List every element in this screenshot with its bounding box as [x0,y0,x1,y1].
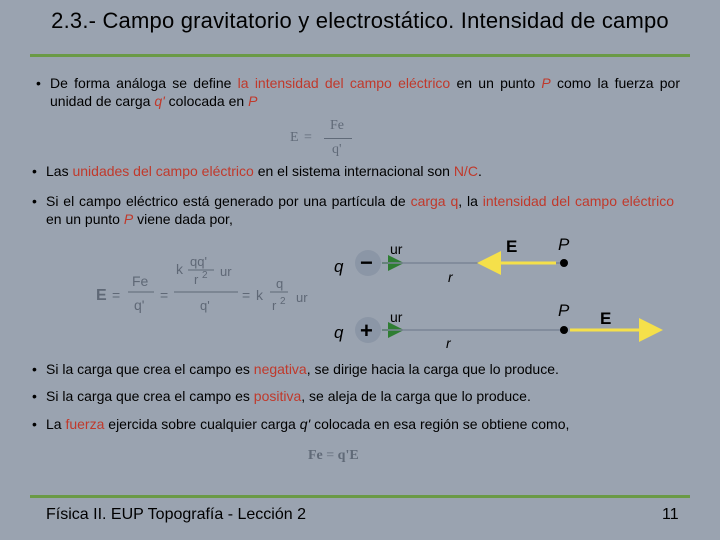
main-ur: ur [220,264,232,279]
field-diagram [320,230,680,360]
main-k1: k [176,261,183,277]
formula-definition [290,118,360,160]
bullet-units: • Las unidades del campo eléctrico en el sistema internacional son N/C. [32,163,482,179]
main-k2: k [256,287,263,303]
negative-charge-row [334,235,570,285]
bullet-dot: • [36,75,41,91]
force-rhs: q'E [337,448,359,463]
neg-point-dot [560,259,568,267]
pos-charge-sign: + [360,318,373,343]
neg-charge-sign: − [360,250,373,275]
formula-field-point-charge [92,250,332,320]
force-equals: = [326,448,338,463]
formula-force [308,448,359,464]
formula-bar [324,138,352,139]
main-exp2: 2 [280,296,286,307]
neg-charge-label: q [334,257,344,276]
bullet-negative: • Si la carga que crea el campo es negativa, se dirige hacia la carga que lo produce. [32,361,559,377]
formula-den: q' [332,142,342,157]
formula-num: Fe [330,118,344,133]
main-exp: 2 [202,270,208,281]
main-equals-2: = [160,287,169,303]
main-frac1-num: Fe [132,273,149,289]
main-lhs: E [96,287,107,304]
bullet-force: • La fuerza ejercida sobre cualquier carga q' colocada en esa región se obtiene como, [32,416,570,432]
neg-unit-vector-label: ur [390,241,403,257]
bullet-dot: • [32,388,37,404]
pos-charge-label: q [334,323,344,342]
page-number: 11 [662,506,679,523]
main-qq: qq' [190,254,207,269]
main-r2a: r [194,272,199,287]
formula-equals: = [304,130,312,145]
main-frac1-den: q' [134,297,145,313]
pos-unit-vector-label: ur [390,309,403,325]
main-equals-3: = [242,287,251,303]
pos-point-label: P [558,301,570,320]
bullet-definition: • De forma análoga se define la intensidad del campo eléctrico en un punto P como la fuerza por unidad de carga q' colocada en P [36,75,680,109]
neg-distance-label: r [448,269,453,285]
neg-field-label: E [506,237,518,256]
pos-distance-label: r [446,335,451,351]
main-r2b: r [272,298,277,313]
bullet-dot: • [32,416,37,432]
bullet-positive: • Si la carga que crea el campo es positiva, se aleja de la carga que lo produce. [32,388,531,404]
footer-text: Física II. EUP Topografía - Lección 2 [46,506,306,523]
positive-charge-row [334,301,660,351]
pos-point-dot [560,326,568,334]
pos-field-label: E [600,309,612,328]
main-equals-1: = [112,287,121,303]
bullet-dot: • [32,193,37,209]
neg-point-label: P [558,235,570,254]
main-ur2: ur [296,290,308,305]
force-lhs: Fe [308,448,323,463]
bullet-point-charge: • Si el campo eléctrico está generado por una partícula de carga q, la intensidad del campo eléctrico en un punto P viene dada por, [32,193,674,227]
slide-title: 2.3.- Campo gravitatorio y electrostático. Intensidad de campo [51,8,669,33]
bullet-dot: • [32,163,37,179]
footer-rule [30,495,690,498]
main-qprime: q' [200,298,210,313]
bullet-dot: • [32,361,37,377]
main-q: q [276,276,284,291]
formula-lhs: E [290,130,299,145]
title-rule [30,54,690,57]
